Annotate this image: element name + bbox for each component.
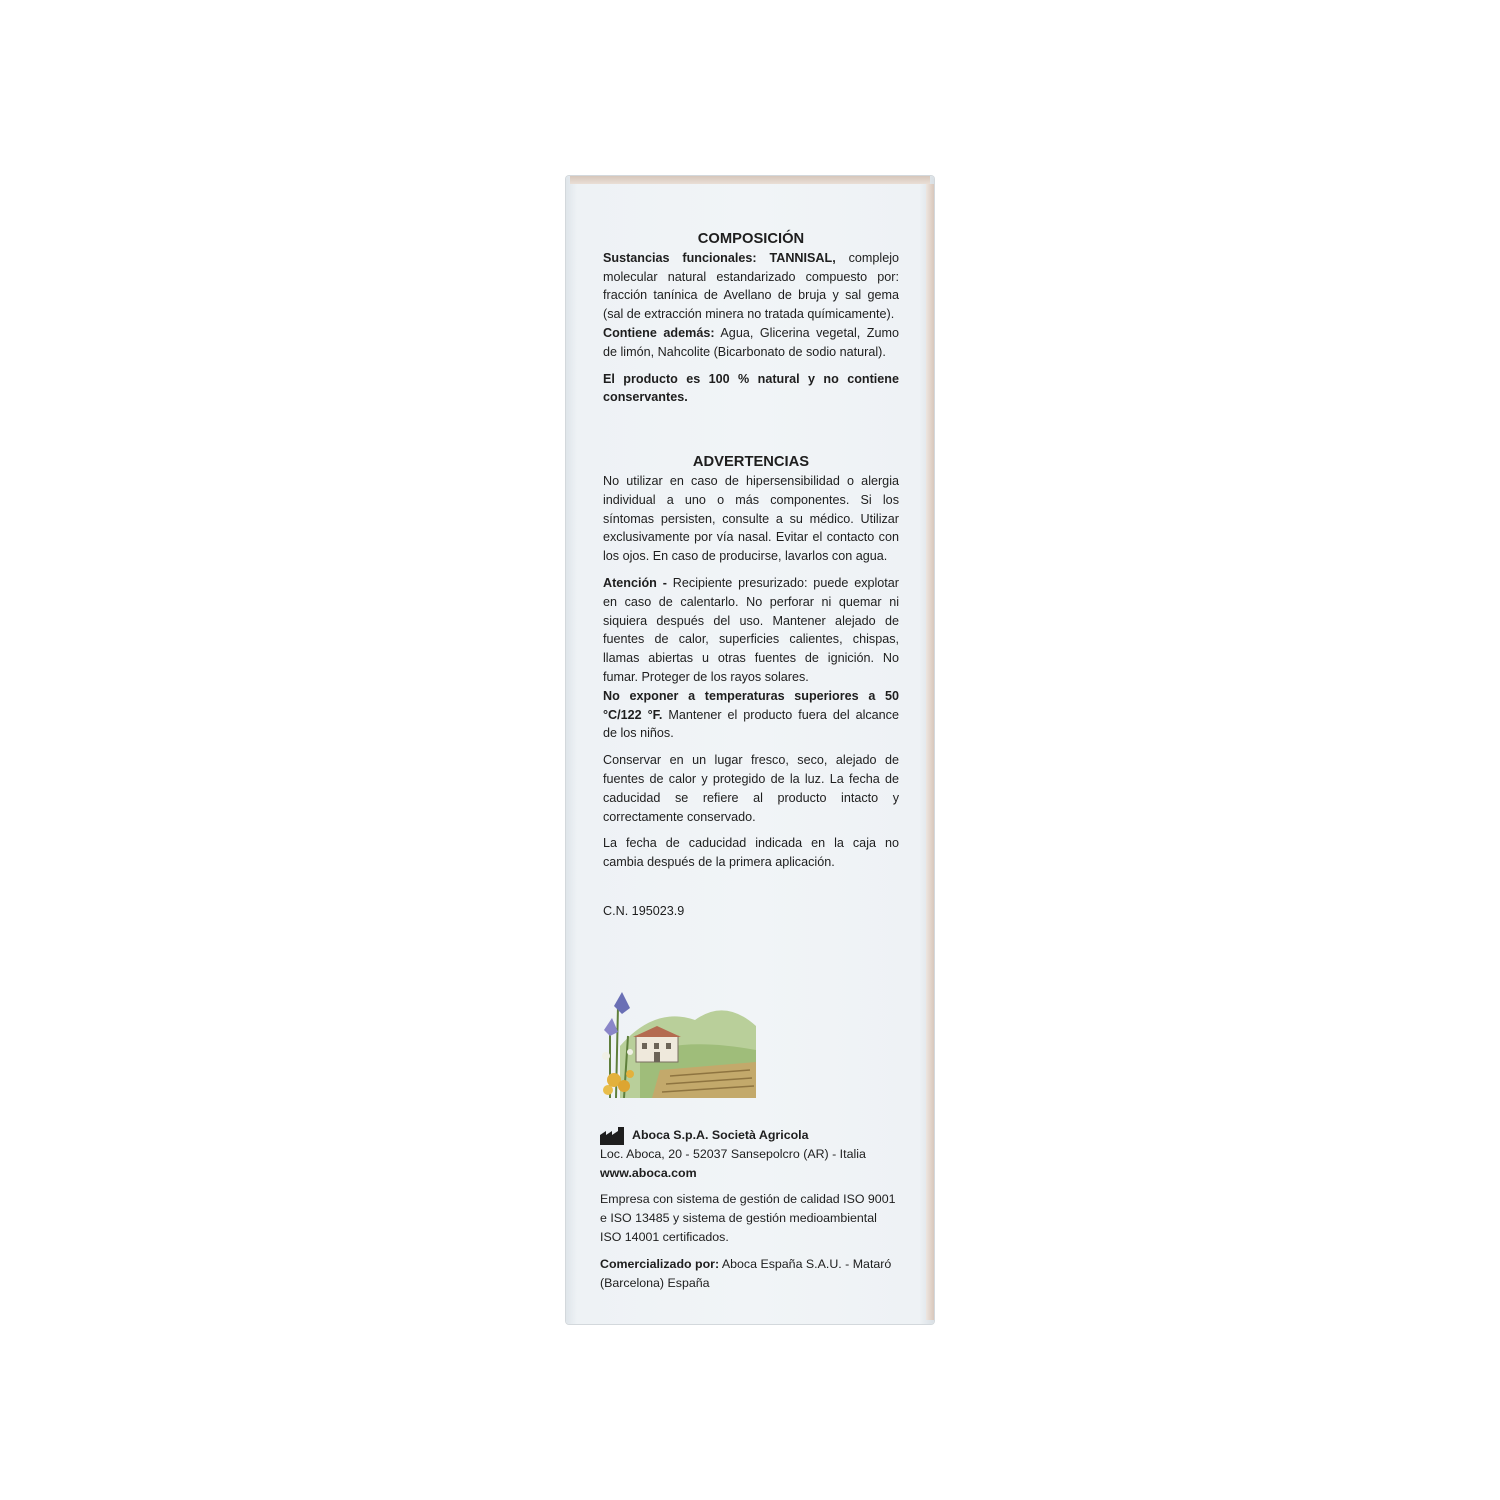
- sustancias-label: Sustancias funcionales: TANNISAL,: [603, 250, 836, 265]
- manufacturer-address: Loc. Aboca, 20 - 52037 Sansepolcro (AR) - Italia: [600, 1146, 866, 1161]
- composicion-heading: COMPOSICIÓN: [697, 231, 805, 247]
- distributor-label: Comercializado por:: [600, 1256, 720, 1271]
- atencion-label: Atención -: [603, 575, 667, 590]
- manufacturer-name: Aboca S.p.A. Società Agricola: [632, 1128, 809, 1142]
- box-right-edge: [926, 184, 934, 1320]
- contiene-paragraph: [603, 324, 899, 362]
- contiene-text: Agua, Glicerina vegetal, Zumo de limón, Nahcolite (Bicarbonato de sodio natural).: [603, 325, 899, 359]
- atencion-text: Recipiente presurizado: puede explotar en caso de calentarlo. No perforar ni quemar ni siquiera después del uso. Mantener alejado de fuentes de calor, superficies calientes, chispas, llamas abiertas u otras fuentes de ignición. No fumar. Proteger de los rayos solares.: [603, 575, 899, 684]
- iso-certification-text: Empresa con sistema de gestión de calidad ISO 9001 e ISO 13485 y sistema de gestión medioambiental ISO 14001 certificados.: [600, 1192, 896, 1244]
- atencion-paragraph: [603, 574, 899, 687]
- manufacturer-block: [600, 1126, 899, 1292]
- advertencias-paragraph: No utilizar en caso de hipersensibilidad o alergia individual a uno o más componentes. Si los síntomas persisten, consulte a su médico. Utilizar exclusivamente por vía nasal. Evitar el contacto con los ojos. En caso de producirse, lavarlos con agua.: [603, 473, 899, 564]
- label-text-column: [603, 230, 899, 921]
- sustancias-paragraph: [603, 249, 899, 324]
- manufacturer-website: www.aboca.com: [600, 1165, 697, 1180]
- conservar-paragraph: Conservar en un lugar fresco, seco, alejado de fuentes de calor y protegido de la luz. La fecha de caducidad se refiere al producto intacto y correctamente conservado.: [603, 753, 899, 824]
- cn-code: C.N. 195023.9: [603, 903, 685, 918]
- contiene-label: Contiene además:: [603, 325, 715, 340]
- distributor-paragraph: [600, 1255, 899, 1293]
- temperature-paragraph: [603, 687, 899, 743]
- landscape-illustration: [600, 986, 756, 1098]
- sustancias-text: complejo molecular natural estandarizado compuesto por: fracción tanínica de Avellano de bruja y sal gema (sal de extracción minera no tratada químicamente).: [603, 250, 899, 322]
- temperature-text: Mantener el producto fuera del alcance de los niños.: [603, 707, 899, 741]
- advertencias-heading: ADVERTENCIAS: [692, 454, 810, 471]
- temperature-label: No exponer a temperaturas superiores a 50 °C/122 °F.: [603, 688, 899, 722]
- natural-note: El producto es 100 % natural y no contiene conservantes.: [603, 371, 899, 405]
- factory-icon: [600, 1127, 628, 1145]
- distributor-text: Aboca España S.A.U. - Mataró (Barcelona) España: [600, 1256, 892, 1290]
- caducidad-paragraph: La fecha de caducidad indicada en la caja no cambia después de la primera aplicación.: [603, 836, 899, 870]
- box-top-edge: [570, 176, 930, 184]
